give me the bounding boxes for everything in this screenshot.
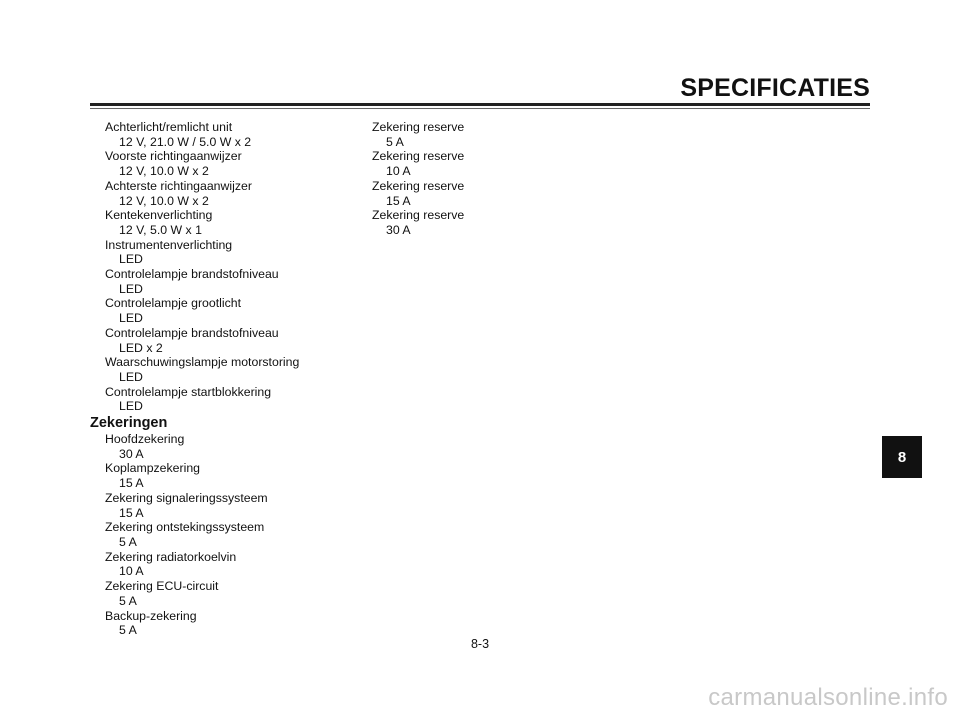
fuse-item	[105, 550, 365, 579]
spec-value: LED	[119, 281, 143, 296]
spec-value: 12 V, 5.0 W x 1	[119, 222, 202, 237]
fuse-value: 15 A	[386, 193, 411, 208]
spec-label: Controlelampje startblokkering	[105, 384, 272, 399]
fuse-item	[105, 520, 365, 549]
spec-label: Kentekenverlichting	[105, 208, 213, 223]
fuse-label: Zekering reserve	[372, 120, 465, 134]
spec-value: 12 V, 21.0 W / 5.0 W x 2	[119, 134, 252, 149]
fuse-item	[105, 579, 365, 608]
spec-item	[105, 385, 365, 414]
spec-value: LED	[119, 252, 143, 267]
header-rule-thin	[90, 108, 870, 109]
fuse-label: Zekering signaleringssysteem	[105, 490, 268, 505]
fuse-item	[372, 208, 572, 237]
fuse-value: 5 A	[119, 623, 137, 638]
chapter-tab: 8	[882, 436, 922, 478]
fuse-label: Zekering radiatorkoelvin	[105, 549, 237, 564]
fuse-value: 5 A	[119, 593, 137, 608]
fuse-value: 30 A	[119, 446, 144, 461]
fuse-value: 15 A	[119, 505, 144, 520]
fuse-item	[372, 179, 572, 208]
fuse-item	[105, 461, 365, 490]
spec-item	[105, 179, 365, 208]
fuse-label: Zekering reserve	[372, 178, 465, 193]
fuse-item	[105, 432, 365, 461]
fuse-value: 30 A	[386, 222, 411, 237]
fuse-value: 10 A	[119, 564, 144, 579]
spec-item	[105, 208, 365, 237]
spec-item	[105, 120, 365, 149]
page-number: 8-3	[470, 637, 490, 651]
spec-label: Controlelampje grootlicht	[105, 296, 242, 311]
spec-item	[105, 355, 365, 384]
fuse-value: 10 A	[386, 164, 411, 179]
spec-value: LED	[119, 369, 143, 384]
header-rule	[90, 103, 870, 106]
fuse-value: 15 A	[119, 476, 144, 491]
section-heading-fuses: Zekeringen	[90, 415, 168, 432]
fuse-label: Backup-zekering	[105, 608, 197, 623]
spec-value: LED	[119, 399, 143, 414]
spec-value: LED x 2	[119, 340, 163, 355]
fuse-label: Zekering reserve	[372, 208, 465, 223]
fuse-item	[105, 491, 365, 520]
fuse-label: Zekering reserve	[372, 149, 465, 164]
spec-item	[105, 238, 365, 267]
fuse-item	[105, 609, 365, 638]
spec-label: Waarschuwingslampje motorstoring	[105, 355, 300, 370]
fuse-label: Koplampzekering	[105, 461, 201, 476]
right-column	[372, 120, 572, 238]
fuse-value: 5 A	[386, 134, 404, 149]
spec-item	[105, 149, 365, 178]
spec-item	[105, 296, 365, 325]
spec-label: Voorste richtingaanwijzer	[105, 149, 242, 164]
spec-value: 12 V, 10.0 W x 2	[119, 164, 209, 179]
spec-label: Controlelampje brandstofniveau	[105, 267, 279, 282]
fuse-item	[372, 149, 572, 178]
fuse-item	[372, 120, 572, 149]
fuse-label: Zekering ontstekingssysteem	[105, 520, 265, 535]
spec-label: Achterlicht/remlicht unit	[105, 120, 233, 134]
watermark: carmanualsonline.info	[708, 684, 948, 711]
fuse-label: Zekering ECU-circuit	[105, 579, 219, 594]
spec-value: 12 V, 10.0 W x 2	[119, 193, 209, 208]
spec-item	[105, 267, 365, 296]
left-column	[90, 120, 365, 638]
spec-value: LED	[119, 311, 143, 326]
fuse-value: 5 A	[119, 534, 137, 549]
spec-label: Instrumentenverlichting	[105, 237, 233, 252]
fuse-label: Hoofdzekering	[105, 432, 185, 447]
spec-item	[105, 326, 365, 355]
page-title: SPECIFICATIES	[680, 74, 870, 102]
spec-label: Controlelampje brandstofniveau	[105, 325, 279, 340]
spec-label: Achterste richtingaanwijzer	[105, 178, 252, 193]
